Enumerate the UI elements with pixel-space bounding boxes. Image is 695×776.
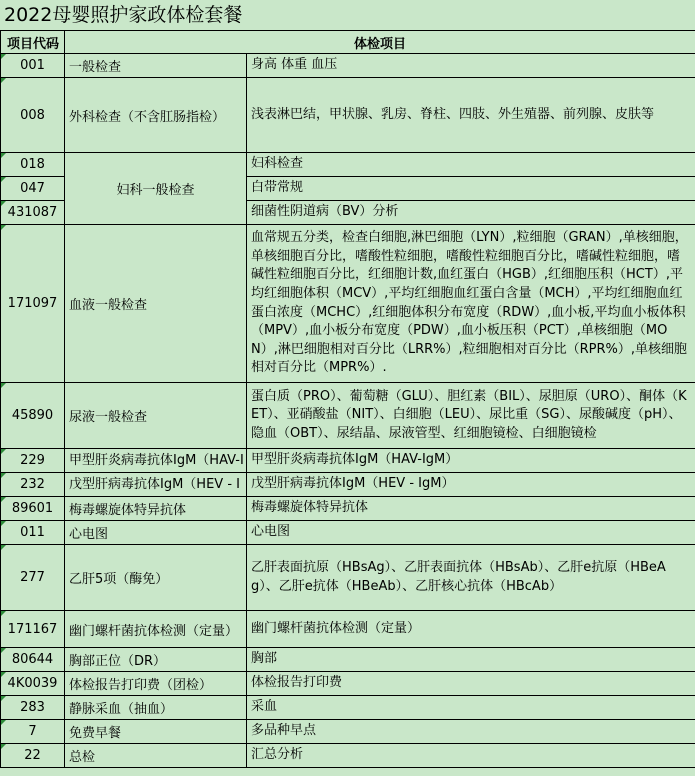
table-row — [1, 720, 695, 744]
table-row — [1, 153, 695, 177]
row-code[interactable]: 171167 — [1, 611, 65, 648]
row-content[interactable]: 幽门螺杆菌抗体检测（定量） — [247, 611, 695, 648]
table-row — [1, 611, 695, 648]
header-code: 项目代码 — [1, 31, 65, 54]
row-name[interactable]: 心电图 — [65, 521, 247, 545]
row-content[interactable]: 梅毒螺旋体特异抗体 — [247, 497, 695, 521]
row-code[interactable]: 171097 — [1, 225, 65, 383]
row-code[interactable]: 45890 — [1, 383, 65, 449]
row-name[interactable]: 幽门螺杆菌抗体检测（定量） — [65, 611, 247, 648]
row-content[interactable]: 采血 — [247, 696, 695, 720]
row-content[interactable]: 戊型肝病毒抗体IgM（HEV - IgM） — [247, 473, 695, 497]
row-code[interactable]: 011 — [1, 521, 65, 545]
row-content[interactable]: 妇科检查 — [247, 153, 695, 177]
row-content[interactable]: 细菌性阴道病（BV）分析 — [247, 201, 695, 225]
row-code[interactable]: 4K0039 — [1, 672, 65, 696]
row-content[interactable]: 多品种早点 — [247, 720, 695, 744]
table-row — [1, 449, 695, 473]
row-content[interactable]: 白带常规 — [247, 177, 695, 201]
row-code[interactable]: 008 — [1, 78, 65, 153]
row-name[interactable] — [65, 449, 247, 473]
row-code[interactable]: 001 — [1, 54, 65, 78]
row-code[interactable]: 80644 — [1, 648, 65, 672]
row-code[interactable]: 22 — [1, 744, 65, 768]
row-name[interactable]: 妇科一般检查 — [65, 153, 247, 225]
row-content[interactable]: 心电图 — [247, 521, 695, 545]
row-name[interactable]: 胸部正位（DR） — [65, 648, 247, 672]
header-row — [1, 31, 695, 54]
row-name[interactable]: 总检 — [65, 744, 247, 768]
row-code[interactable]: 431087 — [1, 201, 65, 225]
row-code[interactable]: 7 — [1, 720, 65, 744]
row-code[interactable]: 277 — [1, 545, 65, 611]
checkup-table — [0, 30, 695, 768]
row-name[interactable]: 尿液一般检查 — [65, 383, 247, 449]
table-row — [1, 497, 695, 521]
table-row — [1, 744, 695, 768]
page-title: 2022母婴照护家政体检套餐 — [0, 0, 695, 30]
row-name-text: 甲型肝炎病毒抗体IgM（HAV-I — [69, 452, 244, 468]
row-content[interactable]: 乙肝表面抗原（HBsAg）、乙肝表面抗体（HBsAb）、乙肝e抗原（HBeAg）、乙肝e抗体（HBeAb）、乙肝核心抗体（HBcAb） — [247, 545, 695, 611]
header-content: 体检项目 — [65, 31, 695, 54]
row-name[interactable]: 乙肝5项（酶免） — [65, 545, 247, 611]
row-name[interactable]: 静脉采血（抽血） — [65, 696, 247, 720]
row-content[interactable]: 甲型肝炎病毒抗体IgM（HAV-IgM） — [247, 449, 695, 473]
row-name[interactable]: 免费早餐 — [65, 720, 247, 744]
table-row — [1, 696, 695, 720]
table-row — [1, 473, 695, 497]
table-row — [1, 78, 695, 153]
table-row — [1, 648, 695, 672]
table-row — [1, 545, 695, 611]
row-code[interactable]: 018 — [1, 153, 65, 177]
row-code[interactable]: 047 — [1, 177, 65, 201]
row-name[interactable]: 一般检查 — [65, 54, 247, 78]
row-content[interactable]: 胸部 — [247, 648, 695, 672]
row-content[interactable]: 蛋白质（PRO）、葡萄糖（GLU）、胆红素（BIL）、尿胆原（URO）、酮体（KET）、亚硝酸盐（NIT）、白细胞（LEU）、尿比重（SG）、尿酸碱度（pH）、隐血（OBT）、尿结晶、尿液管型、红细胞镜检、白细胞镜检 — [247, 383, 695, 449]
row-code[interactable]: 89601 — [1, 497, 65, 521]
row-content[interactable]: 血常规五分类，检查白细胞,淋巴细胞（LYN）,粒细胞（GRAN）,单核细胞，单核细胞百分比，嗜酸性粒细胞，嗜酸性粒细胞百分比，嗜碱性粒细胞，嗜碱性粒细胞百分比，红细胞计数,血红蛋白（HGB）,红细胞压积（HCT）,平均红细胞体积（MCV）,平均红细胞血红蛋白含量（MCH）,平均红细胞血红蛋白浓度（MCHC）,红细胞体积分布宽度（RDW）,血小板,平均血小板体积（MPV）,血小板分布宽度（PDW）,血小板压积（PCT）,单核细胞（MON）,淋巴细胞相对百分比（LRR%）,粒细胞相对百分比（RPR%）,单核细胞相对百分比（MPR%）. — [247, 225, 695, 383]
row-code[interactable]: 232 — [1, 473, 65, 497]
row-content[interactable]: 浅表淋巴结，甲状腺、乳房、脊柱、四肢、外生殖器、前列腺、皮肤等 — [247, 78, 695, 153]
table-row — [1, 54, 695, 78]
row-name[interactable] — [65, 473, 247, 497]
row-content[interactable]: 身高 体重 血压 — [247, 54, 695, 78]
row-name[interactable]: 梅毒螺旋体特异抗体 — [65, 497, 247, 521]
row-content[interactable]: 汇总分析 — [247, 744, 695, 768]
row-name[interactable]: 血液一般检查 — [65, 225, 247, 383]
row-name-text: 戊型肝病毒抗体IgM（HEV - I — [69, 476, 240, 492]
row-name[interactable]: 外科检查（不含肛肠指检） — [65, 78, 247, 153]
table-row — [1, 383, 695, 449]
table-row — [1, 672, 695, 696]
table-row — [1, 225, 695, 383]
table-row — [1, 521, 695, 545]
row-code[interactable]: 283 — [1, 696, 65, 720]
row-code[interactable]: 229 — [1, 449, 65, 473]
row-name[interactable]: 体检报告打印费（团检） — [65, 672, 247, 696]
row-content[interactable]: 体检报告打印费 — [247, 672, 695, 696]
